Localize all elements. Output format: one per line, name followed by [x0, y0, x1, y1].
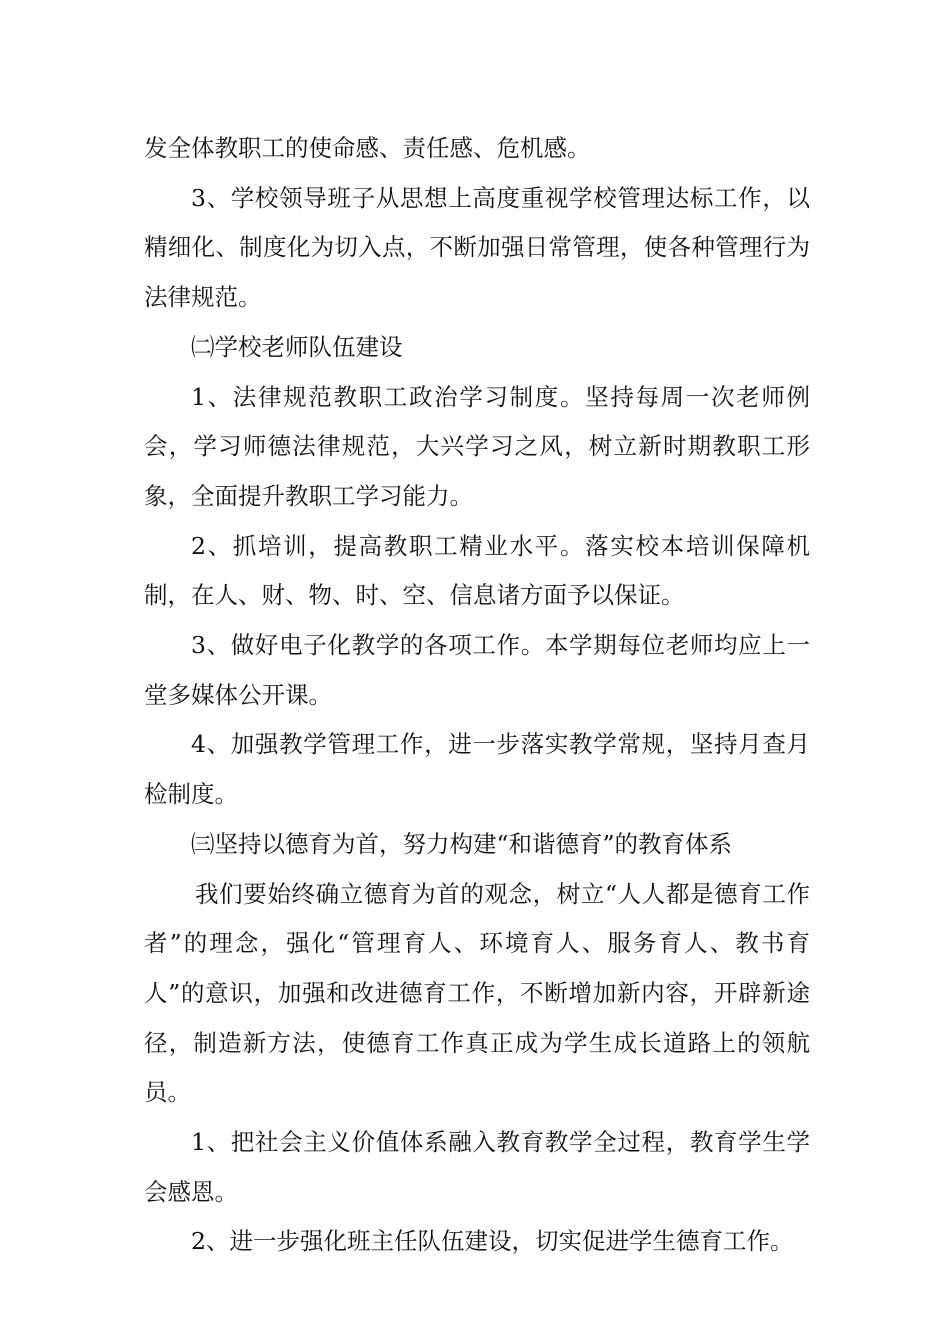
paragraph-1: 发全体教职工的使命感、责任感、危机感。: [144, 134, 591, 162]
document-body: [144, 124, 810, 1267]
paragraph-4: 1、法律规范教职工政治学习制度。坚持每周一次老师例会，学习师德法律规范，大兴学习之风，树立新时期教职工形象，全面提升教职工学习能力。: [144, 382, 810, 510]
paragraph-6: 3、做好电子化教学的各项工作。本学期每位老师均应上一堂多媒体公开课。: [144, 631, 810, 709]
paragraph-10: 1、把社会主义价值体系融入教育教学全过程，教育学生学会感恩。: [144, 1128, 810, 1206]
paragraph-9: 我们要始终确立德育为首的观念，树立“人人都是德育工作者”的理念，强化“管理育人、环境育人、服务育人、教书育人”的意识，加强和改进德育工作，不断增加新内容，开辟新途径，制造新方法，使德育工作真正成为学生成长道路上的领航员。: [144, 879, 810, 1107]
paragraph-7: 4、加强教学管理工作，进一步落实教学常规，坚持月查月检制度。: [144, 730, 810, 809]
paragraph-2: 3、学校领导班子从思想上高度重视学校管理达标工作，以精细化、制度化为切入点，不断加强日常管理，使各种管理行为法律规范。: [144, 183, 810, 312]
paragraph-5: 2、抓培训，提高教职工精业水平。落实校本培训保障机制，在人、财、物、时、空、信息诸方面予以保证。: [144, 531, 810, 610]
paragraph-11: 2、进一步强化班主任队伍建设，切实促进学生德育工作。: [191, 1227, 794, 1256]
section-heading-moral-education: ㈢坚持以德育为首，努力构建“和谐德育”的教育体系: [191, 829, 733, 858]
section-heading-teacher-team: ㈡学校老师队伍建设: [191, 332, 403, 361]
